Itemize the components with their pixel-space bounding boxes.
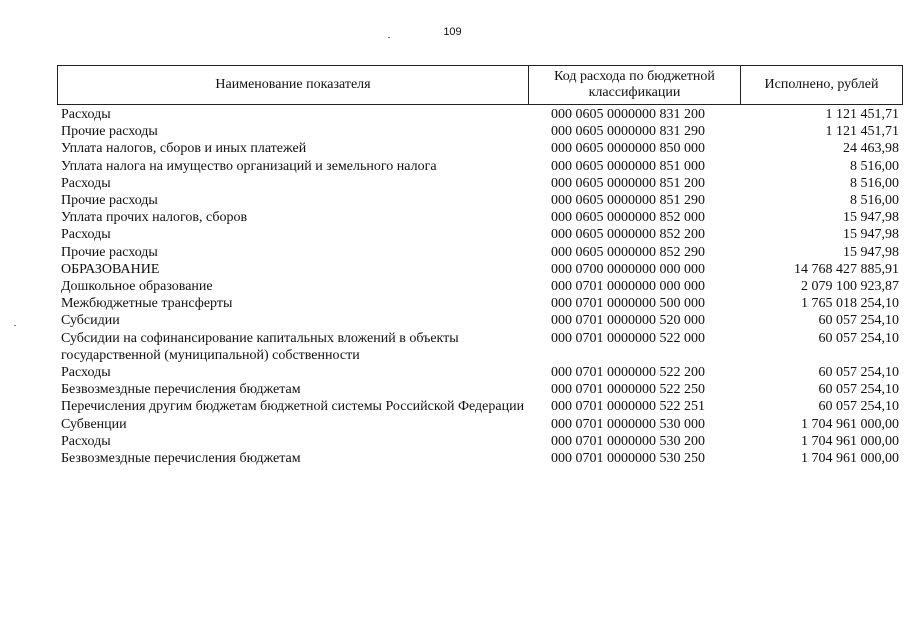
page-number: 109	[443, 26, 462, 38]
table-row	[61, 381, 901, 398]
table-row	[61, 416, 901, 433]
row-code: 000 0701 0000000 530 000	[551, 416, 705, 432]
table-row	[61, 209, 901, 226]
table-row	[61, 312, 901, 329]
table-row	[61, 364, 901, 381]
row-name: Межбюджетные трансферты	[61, 296, 233, 312]
row-code: 000 0605 0000000 851 290	[551, 193, 705, 209]
row-executed: 1 765 018 254,10	[801, 296, 899, 312]
row-code: 000 0605 0000000 851 200	[551, 175, 705, 191]
row-executed: 60 057 254,10	[818, 365, 899, 381]
row-code: 000 0605 0000000 831 290	[551, 124, 705, 140]
row-executed: 1 704 961 000,00	[801, 433, 899, 449]
row-executed: 8 516,00	[850, 175, 899, 191]
column-header-executed: Исполнено, рублей	[764, 77, 879, 92]
table-row	[61, 140, 901, 157]
row-code: 000 0701 0000000 522 000	[551, 330, 705, 346]
table-header	[57, 65, 903, 105]
row-executed: 15 947,98	[843, 210, 899, 226]
row-name: Прочие расходы	[61, 193, 158, 209]
row-executed: 8 516,00	[850, 158, 899, 174]
row-name: Перечисления другим бюджетам бюджетной системы Российской Федерации	[61, 399, 525, 415]
row-code: 000 0701 0000000 522 251	[551, 399, 705, 415]
row-executed: 60 057 254,10	[818, 330, 899, 346]
row-code: 000 0605 0000000 831 200	[551, 107, 705, 122]
table-row	[61, 278, 901, 295]
row-code: 000 0701 0000000 530 200	[551, 433, 705, 449]
row-code: 000 0701 0000000 522 200	[551, 365, 705, 381]
table-row	[61, 192, 901, 209]
row-executed: 1 704 961 000,00	[801, 451, 899, 467]
row-name: Субсидии на софинансирование капитальных вложений в объекты государственной (муниципальной) собственности	[61, 330, 459, 363]
row-executed: 14 768 427 885,91	[794, 261, 899, 277]
table-row	[61, 330, 901, 364]
row-code: 000 0605 0000000 852 000	[551, 210, 705, 226]
row-name: Расходы	[61, 433, 111, 449]
table-row	[61, 295, 901, 312]
row-name: Расходы	[61, 107, 111, 122]
row-executed: 1 121 451,71	[825, 107, 899, 122]
table-body	[61, 106, 901, 467]
row-executed: 60 057 254,10	[818, 382, 899, 398]
row-code: 000 0700 0000000 000 000	[551, 261, 705, 277]
row-name: ОБРАЗОВАНИЕ	[61, 261, 160, 277]
scan-speck	[388, 37, 390, 38]
row-name: Уплата налогов, сборов и иных платежей	[61, 141, 307, 157]
row-code: 000 0701 0000000 530 250	[551, 451, 705, 467]
row-name: Уплата налога на имущество организаций и земельного налога	[61, 158, 437, 174]
row-executed: 1 121 451,71	[825, 124, 899, 140]
row-executed: 60 057 254,10	[818, 313, 899, 329]
row-name: Прочие расходы	[61, 244, 158, 260]
table-row	[61, 261, 901, 278]
row-executed: 8 516,00	[850, 193, 899, 209]
row-name: Безвозмездные перечисления бюджетам	[61, 451, 301, 467]
row-code: 000 0701 0000000 520 000	[551, 313, 705, 329]
table-row	[61, 398, 901, 415]
row-code: 000 0701 0000000 000 000	[551, 279, 705, 295]
row-name: Безвозмездные перечисления бюджетам	[61, 382, 301, 398]
row-executed: 15 947,98	[843, 244, 899, 260]
row-name: Субсидии	[61, 313, 120, 329]
table-row	[61, 450, 901, 467]
row-executed: 15 947,98	[843, 227, 899, 243]
row-code: 000 0605 0000000 852 290	[551, 244, 705, 260]
row-name: Прочие расходы	[61, 124, 158, 140]
row-executed: 1 704 961 000,00	[801, 416, 899, 432]
table-row	[61, 175, 901, 192]
column-header-code: Код расхода по бюджетной классификации	[529, 66, 741, 104]
row-code: 000 0701 0000000 522 250	[551, 382, 705, 398]
row-code: 000 0605 0000000 851 000	[551, 158, 705, 174]
row-name: Субвенции	[61, 416, 127, 432]
row-executed: 24 463,98	[843, 141, 899, 157]
table-row	[61, 244, 901, 261]
row-name: Расходы	[61, 227, 111, 243]
scan-speck	[14, 325, 16, 326]
row-executed: 60 057 254,10	[818, 399, 899, 415]
row-executed: 2 079 100 923,87	[801, 279, 899, 295]
row-name: Расходы	[61, 365, 111, 381]
row-name: Уплата прочих налогов, сборов	[61, 210, 248, 226]
table-row	[61, 106, 901, 123]
table-row	[61, 226, 901, 243]
row-name: Дошкольное образование	[61, 279, 213, 295]
row-code: 000 0605 0000000 852 200	[551, 227, 705, 243]
table-row	[61, 158, 901, 175]
table-row	[61, 433, 901, 450]
row-code: 000 0701 0000000 500 000	[551, 296, 705, 312]
row-name: Расходы	[61, 175, 111, 191]
column-header-name: Наименование показателя	[58, 66, 529, 104]
row-code: 000 0605 0000000 850 000	[551, 141, 705, 157]
table-row	[61, 123, 901, 140]
